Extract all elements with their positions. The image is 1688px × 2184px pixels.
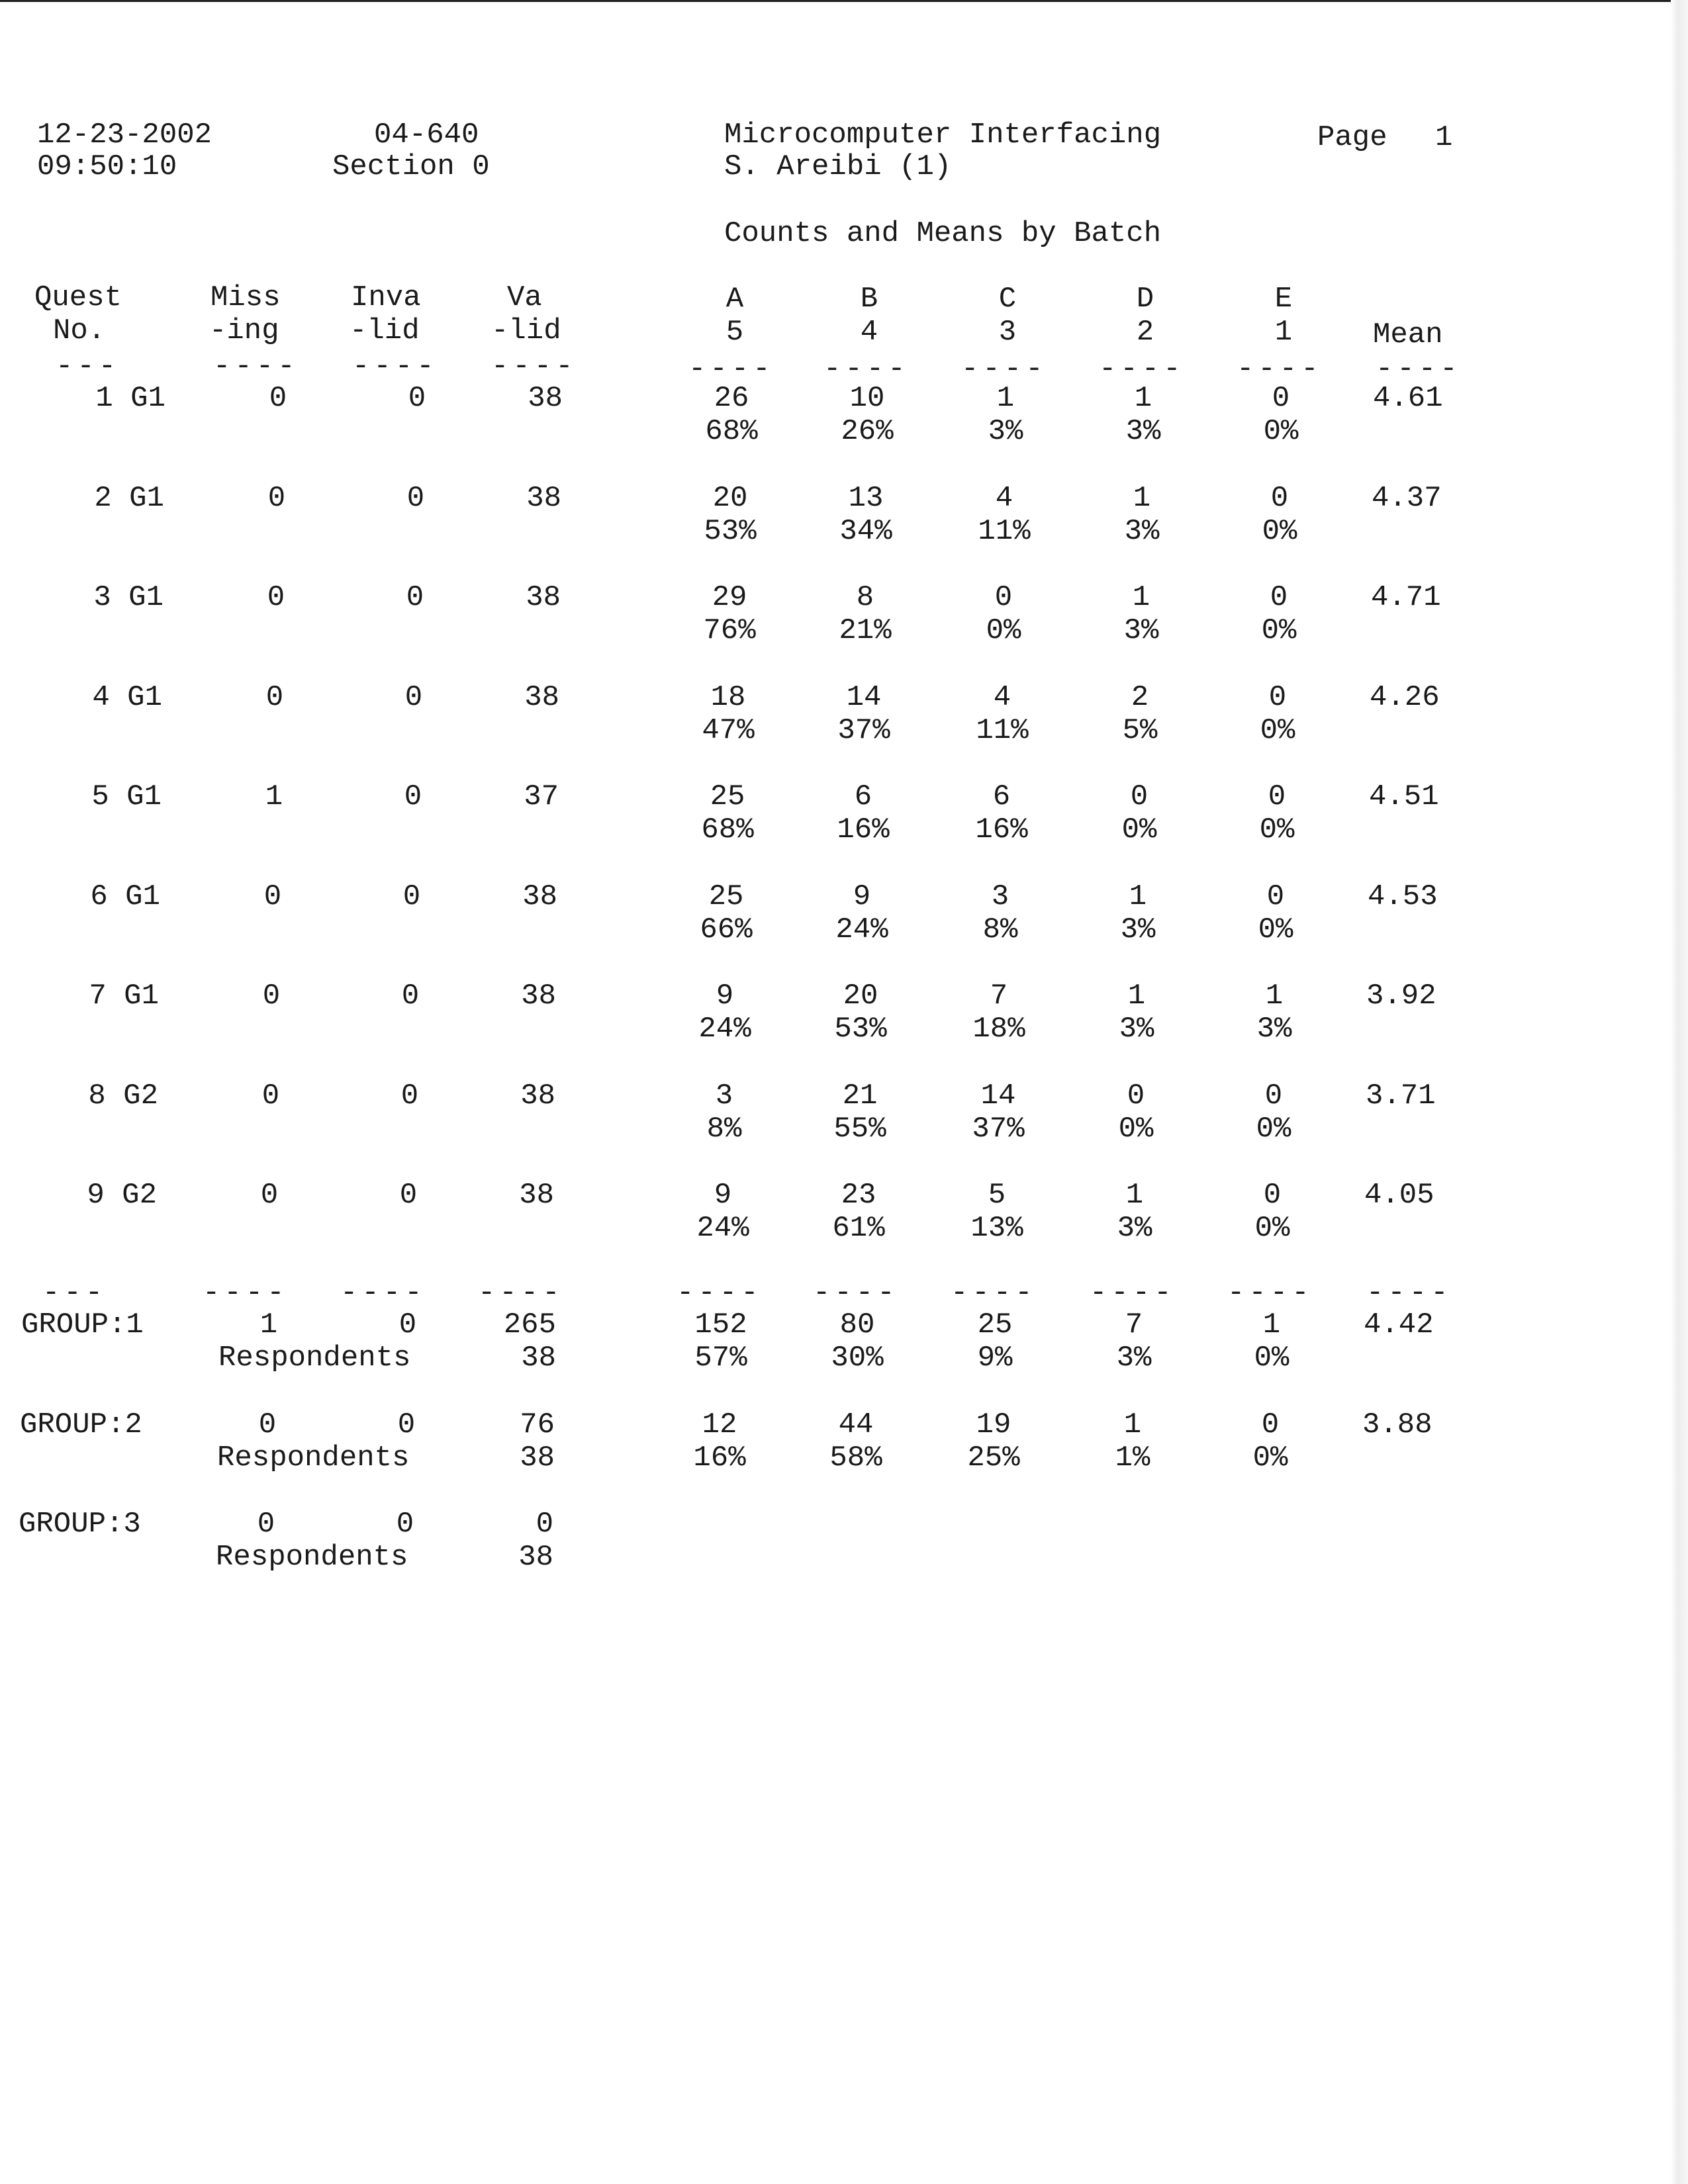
response-c-count: 6 <box>992 780 1011 813</box>
response-a-count: 3 <box>715 1079 733 1113</box>
missing-count: 0 <box>267 482 286 515</box>
valid-count: 37 <box>524 780 559 813</box>
response-b-percent: 26% <box>841 415 894 448</box>
group-rule-invalid: ---- <box>340 1277 426 1310</box>
group-response-e-count: 1 <box>1262 1308 1281 1342</box>
invalid-count: 0 <box>400 1079 419 1113</box>
question-number: 7 G1 <box>89 979 159 1013</box>
response-e-count: 0 <box>1266 880 1285 913</box>
response-a-count: 9 <box>714 1179 732 1212</box>
response-e-count: 0 <box>1270 482 1289 515</box>
group-valid-count: 76 <box>520 1408 555 1441</box>
response-c-percent: 3% <box>988 415 1023 448</box>
group-label: GROUP:2 <box>20 1408 142 1441</box>
page-label: Page <box>1317 121 1387 154</box>
group-rule-missing: ---- <box>203 1277 289 1310</box>
header-rule-e: ---- <box>1237 353 1323 386</box>
response-c-count: 14 <box>980 1079 1016 1113</box>
response-b-count: 10 <box>849 382 885 415</box>
group-valid-count: 0 <box>536 1508 553 1541</box>
response-d-percent: 3% <box>1123 614 1159 647</box>
response-b-percent: 34% <box>839 515 892 548</box>
response-a-percent: 66% <box>700 913 753 946</box>
group-rule-quest: --- <box>42 1277 107 1310</box>
mean-score: 4.26 <box>1370 681 1440 714</box>
group-valid-count: 265 <box>503 1308 556 1342</box>
response-c-percent: 18% <box>972 1013 1025 1046</box>
group-respondents-count: 38 <box>518 1541 553 1574</box>
group-invalid-count: 0 <box>397 1408 416 1441</box>
response-d-percent: 3% <box>1125 415 1161 448</box>
response-e-count: 0 <box>1268 681 1287 714</box>
mean-score: 4.51 <box>1369 780 1439 813</box>
response-c-count: 3 <box>991 880 1009 913</box>
response-e-percent: 0% <box>1256 1113 1291 1146</box>
response-a-percent: 53% <box>704 515 757 548</box>
valid-count: 38 <box>521 979 556 1013</box>
group-response-e-percent: 0% <box>1254 1342 1289 1375</box>
response-d-count: 1 <box>1134 382 1152 415</box>
group-rule-c: ---- <box>951 1277 1037 1310</box>
response-e-count: 0 <box>1270 581 1288 614</box>
group-response-a-percent: 57% <box>694 1342 747 1375</box>
col-header-b: B <box>860 283 878 316</box>
group-response-e-count: 0 <box>1261 1408 1280 1441</box>
question-number: 9 G2 <box>87 1179 157 1212</box>
question-number: 1 G1 <box>95 382 165 415</box>
missing-count: 0 <box>267 581 285 614</box>
invalid-count: 0 <box>402 880 421 913</box>
response-a-count: 18 <box>710 681 746 714</box>
col-header-valid-2: -lid <box>491 314 561 347</box>
response-a-percent: 24% <box>698 1013 751 1046</box>
response-d-count: 1 <box>1127 979 1146 1013</box>
group-response-b-percent: 30% <box>831 1342 884 1375</box>
group-invalid-count: 0 <box>399 1308 417 1342</box>
valid-count: 38 <box>526 482 561 515</box>
valid-count: 38 <box>524 681 559 714</box>
group-response-b-percent: 58% <box>829 1441 882 1475</box>
group-respondents-label: Respondents <box>218 1342 411 1375</box>
group-respondents-count: 38 <box>520 1441 555 1475</box>
response-b-count: 13 <box>848 482 884 515</box>
page-number: 1 <box>1435 121 1453 154</box>
response-d-count: 1 <box>1125 1179 1144 1212</box>
response-d-count: 0 <box>1127 1079 1145 1113</box>
response-d-count: 2 <box>1131 681 1149 714</box>
response-e-count: 0 <box>1272 382 1290 415</box>
response-c-count: 5 <box>988 1179 1006 1212</box>
valid-count: 38 <box>526 581 561 614</box>
header-rule-valid: ---- <box>491 350 577 383</box>
group-response-d-count: 1 <box>1123 1408 1142 1441</box>
header-rule-a: ---- <box>688 353 774 386</box>
response-e-percent: 0% <box>1259 813 1295 846</box>
missing-count: 1 <box>265 780 283 813</box>
mean-score: 4.61 <box>1373 382 1443 415</box>
response-c-count: 4 <box>993 681 1011 714</box>
response-d-percent: 5% <box>1122 714 1158 747</box>
response-d-count: 0 <box>1130 780 1149 813</box>
response-b-count: 23 <box>841 1179 876 1212</box>
response-d-percent: 0% <box>1118 1113 1154 1146</box>
invalid-count: 0 <box>406 482 425 515</box>
invalid-count: 0 <box>404 780 422 813</box>
group-response-c-count: 25 <box>977 1308 1013 1342</box>
invalid-count: 0 <box>406 581 424 614</box>
mean-score: 3.92 <box>1366 979 1436 1013</box>
col-header-d-score: 2 <box>1136 316 1154 349</box>
group-response-c-percent: 25% <box>967 1441 1020 1475</box>
scan-right-edge <box>1671 0 1688 2184</box>
group-response-c-count: 19 <box>976 1408 1011 1441</box>
response-a-count: 20 <box>712 482 748 515</box>
group-response-a-percent: 16% <box>693 1441 746 1475</box>
group-mean-score: 4.42 <box>1364 1308 1434 1342</box>
report-title: Counts and Means by Batch <box>724 217 1162 250</box>
response-d-percent: 3% <box>1117 1212 1152 1245</box>
col-header-a-score: 5 <box>726 316 744 349</box>
invalid-count: 0 <box>408 382 426 415</box>
response-e-percent: 0% <box>1260 714 1295 747</box>
group-response-b-count: 80 <box>839 1308 875 1342</box>
header-rule-b: ---- <box>823 353 910 386</box>
response-b-percent: 24% <box>835 913 888 946</box>
response-e-count: 0 <box>1263 1179 1282 1212</box>
response-b-percent: 61% <box>832 1212 885 1245</box>
response-c-count: 7 <box>990 979 1008 1013</box>
group-response-a-count: 152 <box>694 1308 747 1342</box>
response-b-percent: 37% <box>837 714 890 747</box>
response-a-percent: 68% <box>701 813 754 846</box>
group-response-d-percent: 3% <box>1116 1342 1152 1375</box>
group-respondents-label: Respondents <box>216 1541 408 1574</box>
col-header-quest: Quest <box>34 281 122 314</box>
valid-count: 38 <box>519 1179 554 1212</box>
mean-score: 4.05 <box>1364 1179 1434 1212</box>
group-rule-b: ---- <box>813 1277 899 1310</box>
response-a-percent: 8% <box>706 1113 742 1146</box>
col-header-valid-1: Va <box>507 281 542 314</box>
valid-count: 38 <box>528 382 563 415</box>
header-rule-quest: --- <box>56 350 120 383</box>
group-rule-mean: ---- <box>1366 1277 1452 1310</box>
response-b-percent: 16% <box>837 813 890 846</box>
response-c-percent: 11% <box>978 515 1031 548</box>
question-number: 2 G1 <box>94 482 164 515</box>
response-b-percent: 53% <box>834 1013 887 1046</box>
response-b-count: 6 <box>854 780 872 813</box>
response-e-percent: 0% <box>1263 415 1299 448</box>
group-response-a-count: 12 <box>702 1408 737 1441</box>
header-rule-invalid: ---- <box>352 350 438 383</box>
mean-score: 3.71 <box>1366 1079 1436 1113</box>
response-a-percent: 76% <box>703 614 756 647</box>
group-rule-d: ---- <box>1090 1277 1176 1310</box>
invalid-count: 0 <box>399 1179 418 1212</box>
col-header-e: E <box>1274 283 1293 316</box>
header-rule-missing: ---- <box>213 350 299 383</box>
response-e-percent: 0% <box>1261 614 1297 647</box>
valid-count: 38 <box>522 880 557 913</box>
group-rule-a: ---- <box>677 1277 763 1310</box>
group-rule-e: ---- <box>1227 1277 1313 1310</box>
group-missing-count: 0 <box>258 1408 277 1441</box>
response-c-percent: 8% <box>982 913 1018 946</box>
scan-top-edge <box>0 0 1688 2</box>
question-number: 4 G1 <box>92 681 162 714</box>
response-e-percent: 3% <box>1256 1013 1292 1046</box>
header-rule-d: ---- <box>1099 353 1185 386</box>
response-c-count: 1 <box>996 382 1015 415</box>
response-d-percent: 3% <box>1124 515 1160 548</box>
missing-count: 0 <box>262 979 281 1013</box>
response-c-count: 0 <box>994 581 1013 614</box>
group-respondents-count: 38 <box>521 1342 556 1375</box>
group-response-e-percent: 0% <box>1252 1441 1288 1475</box>
header-rule-c: ---- <box>961 353 1047 386</box>
response-d-percent: 0% <box>1121 813 1157 846</box>
mean-score: 4.71 <box>1371 581 1441 614</box>
missing-count: 0 <box>265 681 284 714</box>
valid-count: 38 <box>520 1079 555 1113</box>
instructor-name: S. Areibi (1) <box>724 150 952 183</box>
course-title: Microcomputer Interfacing <box>724 118 1162 152</box>
group-respondents-label: Respondents <box>217 1441 410 1475</box>
response-d-percent: 3% <box>1119 1013 1154 1046</box>
response-c-percent: 16% <box>975 813 1028 846</box>
col-header-missing-1: Miss <box>211 281 281 314</box>
invalid-count: 0 <box>401 979 420 1013</box>
col-header-c: C <box>998 283 1017 316</box>
response-d-count: 1 <box>1132 581 1150 614</box>
question-number: 6 G1 <box>90 880 160 913</box>
response-c-percent: 11% <box>976 714 1029 747</box>
missing-count: 0 <box>260 1179 279 1212</box>
response-d-percent: 3% <box>1120 913 1156 946</box>
col-header-c-score: 3 <box>998 316 1017 349</box>
response-c-percent: 0% <box>986 614 1021 647</box>
report-time: 09:50:10 <box>37 150 177 183</box>
col-header-no: No. <box>53 314 106 347</box>
response-e-count: 0 <box>1268 780 1286 813</box>
question-number: 8 G2 <box>88 1079 158 1113</box>
response-e-count: 1 <box>1265 979 1284 1013</box>
invalid-count: 0 <box>404 681 423 714</box>
response-b-count: 20 <box>843 979 878 1013</box>
group-response-d-percent: 1% <box>1115 1441 1150 1475</box>
response-a-count: 25 <box>708 880 744 913</box>
group-response-d-count: 7 <box>1125 1308 1143 1342</box>
response-e-percent: 0% <box>1254 1212 1290 1245</box>
response-a-percent: 68% <box>705 415 758 448</box>
response-e-percent: 0% <box>1262 515 1297 548</box>
response-c-percent: 37% <box>972 1113 1025 1146</box>
mean-score: 4.53 <box>1368 880 1438 913</box>
response-a-count: 25 <box>710 780 745 813</box>
col-header-invalid-1: Inva <box>351 281 421 314</box>
response-b-percent: 21% <box>839 614 892 647</box>
response-e-count: 0 <box>1264 1079 1283 1113</box>
missing-count: 0 <box>261 1079 280 1113</box>
col-header-a: A <box>726 283 744 316</box>
report-date: 12-23-2002 <box>37 118 212 152</box>
response-b-count: 8 <box>856 581 874 614</box>
response-b-count: 14 <box>846 681 882 714</box>
response-b-percent: 55% <box>833 1113 886 1146</box>
response-a-percent: 47% <box>702 714 755 747</box>
question-number: 3 G1 <box>93 581 164 614</box>
section-label: Section 0 <box>332 150 490 183</box>
col-header-e-score: 1 <box>1274 316 1293 349</box>
group-response-b-count: 44 <box>838 1408 874 1441</box>
course-code: 04-640 <box>374 118 479 152</box>
response-c-percent: 13% <box>970 1212 1023 1245</box>
header-rule-mean: ---- <box>1376 353 1462 386</box>
response-c-count: 4 <box>995 482 1013 515</box>
missing-count: 0 <box>263 880 282 913</box>
group-missing-count: 1 <box>259 1308 278 1342</box>
response-d-count: 1 <box>1133 482 1151 515</box>
group-label: GROUP:3 <box>19 1508 141 1541</box>
col-header-invalid-2: -lid <box>350 314 420 347</box>
response-b-count: 9 <box>853 880 871 913</box>
response-e-percent: 0% <box>1258 913 1293 946</box>
group-label: GROUP:1 <box>21 1308 144 1342</box>
col-header-d: D <box>1136 283 1154 316</box>
missing-count: 0 <box>269 382 287 415</box>
group-mean-score: 3.88 <box>1362 1408 1432 1441</box>
col-header-missing-2: -ing <box>209 314 279 347</box>
mean-score: 4.37 <box>1372 482 1442 515</box>
response-b-count: 21 <box>842 1079 878 1113</box>
group-invalid-count: 0 <box>396 1508 414 1541</box>
response-a-count: 29 <box>712 581 747 614</box>
col-header-b-score: 4 <box>860 316 878 349</box>
response-d-count: 1 <box>1129 880 1147 913</box>
response-a-count: 9 <box>716 979 734 1013</box>
group-rule-valid: ---- <box>478 1277 564 1310</box>
response-a-percent: 24% <box>696 1212 749 1245</box>
col-header-mean: Mean <box>1373 318 1443 351</box>
group-missing-count: 0 <box>257 1508 275 1541</box>
response-a-count: 26 <box>714 382 749 415</box>
group-response-c-percent: 9% <box>977 1342 1013 1375</box>
question-number: 5 G1 <box>91 780 162 813</box>
